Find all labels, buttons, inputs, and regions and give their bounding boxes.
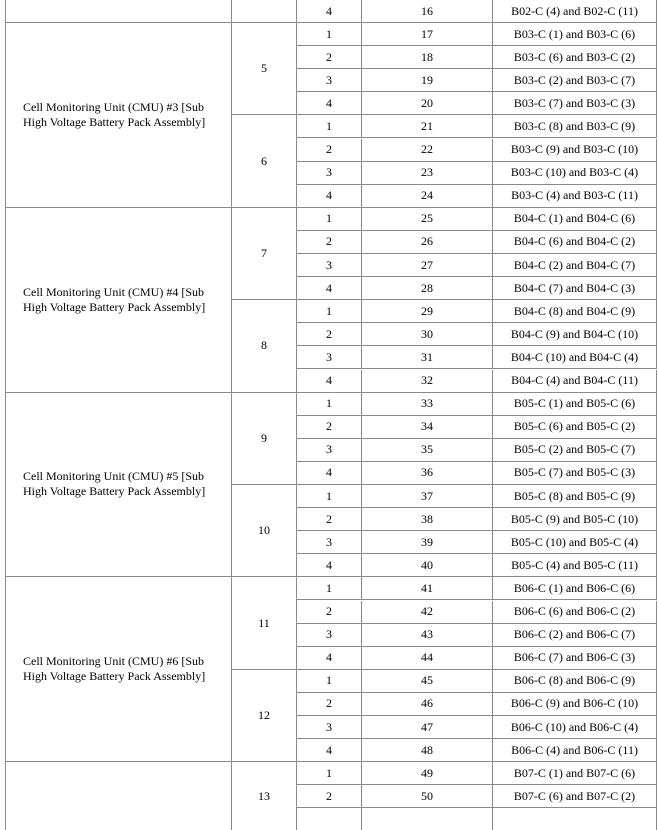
row-index: 2 [297, 785, 362, 808]
row-index: 1 [297, 300, 362, 323]
row-channel: 49 [362, 762, 493, 785]
row-channel: 30 [362, 323, 493, 346]
row-connection: B05-C (1) and B05-C (6) [493, 393, 657, 416]
row-channel: 27 [362, 254, 493, 277]
row-connection: B04-C (8) and B04-C (9) [493, 300, 657, 323]
row-connection: B06-C (6) and B06-C (2) [493, 601, 657, 624]
row-connection: B05-C (2) and B05-C (7) [493, 439, 657, 462]
row-index: 1 [297, 762, 362, 785]
row-connection: B04-C (4) and B04-C (11) [493, 370, 657, 393]
row-channel: 43 [362, 624, 493, 647]
row-channel: 42 [362, 601, 493, 624]
row-connection: B06-C (10) and B06-C (4) [493, 716, 657, 739]
row-connection: B06-C (2) and B06-C (7) [493, 624, 657, 647]
row-index: 4 [297, 185, 362, 208]
row-index: 4 [297, 92, 362, 115]
row-index-empty [297, 808, 362, 830]
subgroup-number-cell: 13 [232, 762, 297, 830]
row-channel: 45 [362, 670, 493, 693]
row-connection: B07-C (1) and B07-C (6) [493, 762, 657, 785]
subgroup-number-cell: 9 [232, 393, 297, 485]
unit-cell-continued [6, 0, 232, 23]
row-connection: B06-C (1) and B06-C (6) [493, 577, 657, 600]
subgroup-cell-continued [232, 0, 297, 23]
row-index: 3 [297, 439, 362, 462]
row-connection: B04-C (7) and B04-C (3) [493, 277, 657, 300]
row-connection: B03-C (2) and B03-C (7) [493, 69, 657, 92]
row-channel: 41 [362, 577, 493, 600]
row-index: 2 [297, 416, 362, 439]
row-channel: 50 [362, 785, 493, 808]
row-channel: 28 [362, 277, 493, 300]
row-index: 3 [297, 254, 362, 277]
row-index: 1 [297, 208, 362, 231]
row-index: 2 [297, 693, 362, 716]
row-index: 2 [297, 601, 362, 624]
row-index: 4 [297, 370, 362, 393]
row-connection: B06-C (8) and B06-C (9) [493, 670, 657, 693]
row-index: 2 [297, 323, 362, 346]
row-channel: 48 [362, 739, 493, 762]
subgroup-number-cell: 8 [232, 300, 297, 392]
row-index: 3 [297, 69, 362, 92]
row-channel: 18 [362, 46, 493, 69]
row-channel: 36 [362, 462, 493, 485]
row-channel: 35 [362, 439, 493, 462]
subgroup-number-cell: 12 [232, 670, 297, 762]
row-connection: B03-C (1) and B03-C (6) [493, 23, 657, 46]
unit-name-cell: Cell Monitoring Unit (CMU) #5 [Sub High Voltage Battery Pack Assembly] [6, 393, 232, 578]
row-channel-empty [362, 808, 493, 830]
row-channel: 32 [362, 370, 493, 393]
row-connection: B05-C (8) and B05-C (9) [493, 485, 657, 508]
row-index: 4 [297, 554, 362, 577]
row-connection: B04-C (10) and B04-C (4) [493, 346, 657, 369]
row-connection: B03-C (8) and B03-C (9) [493, 115, 657, 138]
row-connection: B06-C (7) and B06-C (3) [493, 647, 657, 670]
row-channel: 44 [362, 647, 493, 670]
row-connection: B05-C (4) and B05-C (11) [493, 554, 657, 577]
row-connection: B03-C (6) and B03-C (2) [493, 46, 657, 69]
row-channel: 22 [362, 139, 493, 162]
row-connection: B05-C (10) and B05-C (4) [493, 531, 657, 554]
row-index: 3 [297, 346, 362, 369]
row-index: 2 [297, 508, 362, 531]
row-index: 2 [297, 231, 362, 254]
row-connection: B04-C (9) and B04-C (10) [493, 323, 657, 346]
row-index: 2 [297, 46, 362, 69]
row-connection: B06-C (4) and B06-C (11) [493, 739, 657, 762]
unit-name-cell: Cell Monitoring Unit (CMU) #3 [Sub High Voltage Battery Pack Assembly] [6, 23, 232, 208]
unit-name-cell: Cell Monitoring Unit (CMU) #6 [Sub High Voltage Battery Pack Assembly] [6, 577, 232, 762]
row-index: 4 [297, 462, 362, 485]
row-connection: B04-C (6) and B04-C (2) [493, 231, 657, 254]
row-index: 1 [297, 23, 362, 46]
row-channel: 21 [362, 115, 493, 138]
row-index: 3 [297, 531, 362, 554]
row-channel: 33 [362, 393, 493, 416]
row-channel: 23 [362, 162, 493, 185]
row-channel: 34 [362, 416, 493, 439]
row-index: 1 [297, 485, 362, 508]
row-channel: 26 [362, 231, 493, 254]
row-channel: 38 [362, 508, 493, 531]
row-connection: B03-C (7) and B03-C (3) [493, 92, 657, 115]
row-channel: 37 [362, 485, 493, 508]
row-connection: B04-C (1) and B04-C (6) [493, 208, 657, 231]
row-index: 4 [297, 0, 362, 23]
row-channel: 46 [362, 693, 493, 716]
row-channel: 31 [362, 346, 493, 369]
row-index: 1 [297, 577, 362, 600]
row-index: 3 [297, 162, 362, 185]
row-connection: B05-C (6) and B05-C (2) [493, 416, 657, 439]
row-connection: B07-C (6) and B07-C (2) [493, 785, 657, 808]
row-channel: 16 [362, 0, 493, 23]
row-connection-empty [493, 808, 657, 830]
row-connection: B04-C (2) and B04-C (7) [493, 254, 657, 277]
row-channel: 25 [362, 208, 493, 231]
unit-name-cell: Cell Monitoring Unit (CMU) #4 [Sub High Voltage Battery Pack Assembly] [6, 208, 232, 393]
row-index: 4 [297, 647, 362, 670]
row-channel: 40 [362, 554, 493, 577]
subgroup-number-cell: 10 [232, 485, 297, 577]
row-channel: 47 [362, 716, 493, 739]
row-index: 3 [297, 624, 362, 647]
row-channel: 20 [362, 92, 493, 115]
row-connection: B05-C (9) and B05-C (10) [493, 508, 657, 531]
row-channel: 24 [362, 185, 493, 208]
row-connection: B05-C (7) and B05-C (3) [493, 462, 657, 485]
row-index: 1 [297, 115, 362, 138]
row-index: 4 [297, 277, 362, 300]
row-connection: B03-C (10) and B03-C (4) [493, 162, 657, 185]
subgroup-number-cell: 11 [232, 577, 297, 669]
row-index: 1 [297, 393, 362, 416]
row-channel: 17 [362, 23, 493, 46]
unit-name-cell [6, 762, 232, 830]
row-index: 1 [297, 670, 362, 693]
row-channel: 19 [362, 69, 493, 92]
row-connection: B03-C (9) and B03-C (10) [493, 139, 657, 162]
row-channel: 39 [362, 531, 493, 554]
subgroup-number-cell: 5 [232, 23, 297, 115]
row-index: 3 [297, 716, 362, 739]
row-index: 4 [297, 739, 362, 762]
row-connection: B06-C (9) and B06-C (10) [493, 693, 657, 716]
row-channel: 29 [362, 300, 493, 323]
row-connection: B03-C (4) and B03-C (11) [493, 185, 657, 208]
subgroup-number-cell: 6 [232, 115, 297, 207]
row-connection: B02-C (4) and B02-C (11) [493, 0, 657, 23]
row-index: 2 [297, 139, 362, 162]
subgroup-number-cell: 7 [232, 208, 297, 300]
